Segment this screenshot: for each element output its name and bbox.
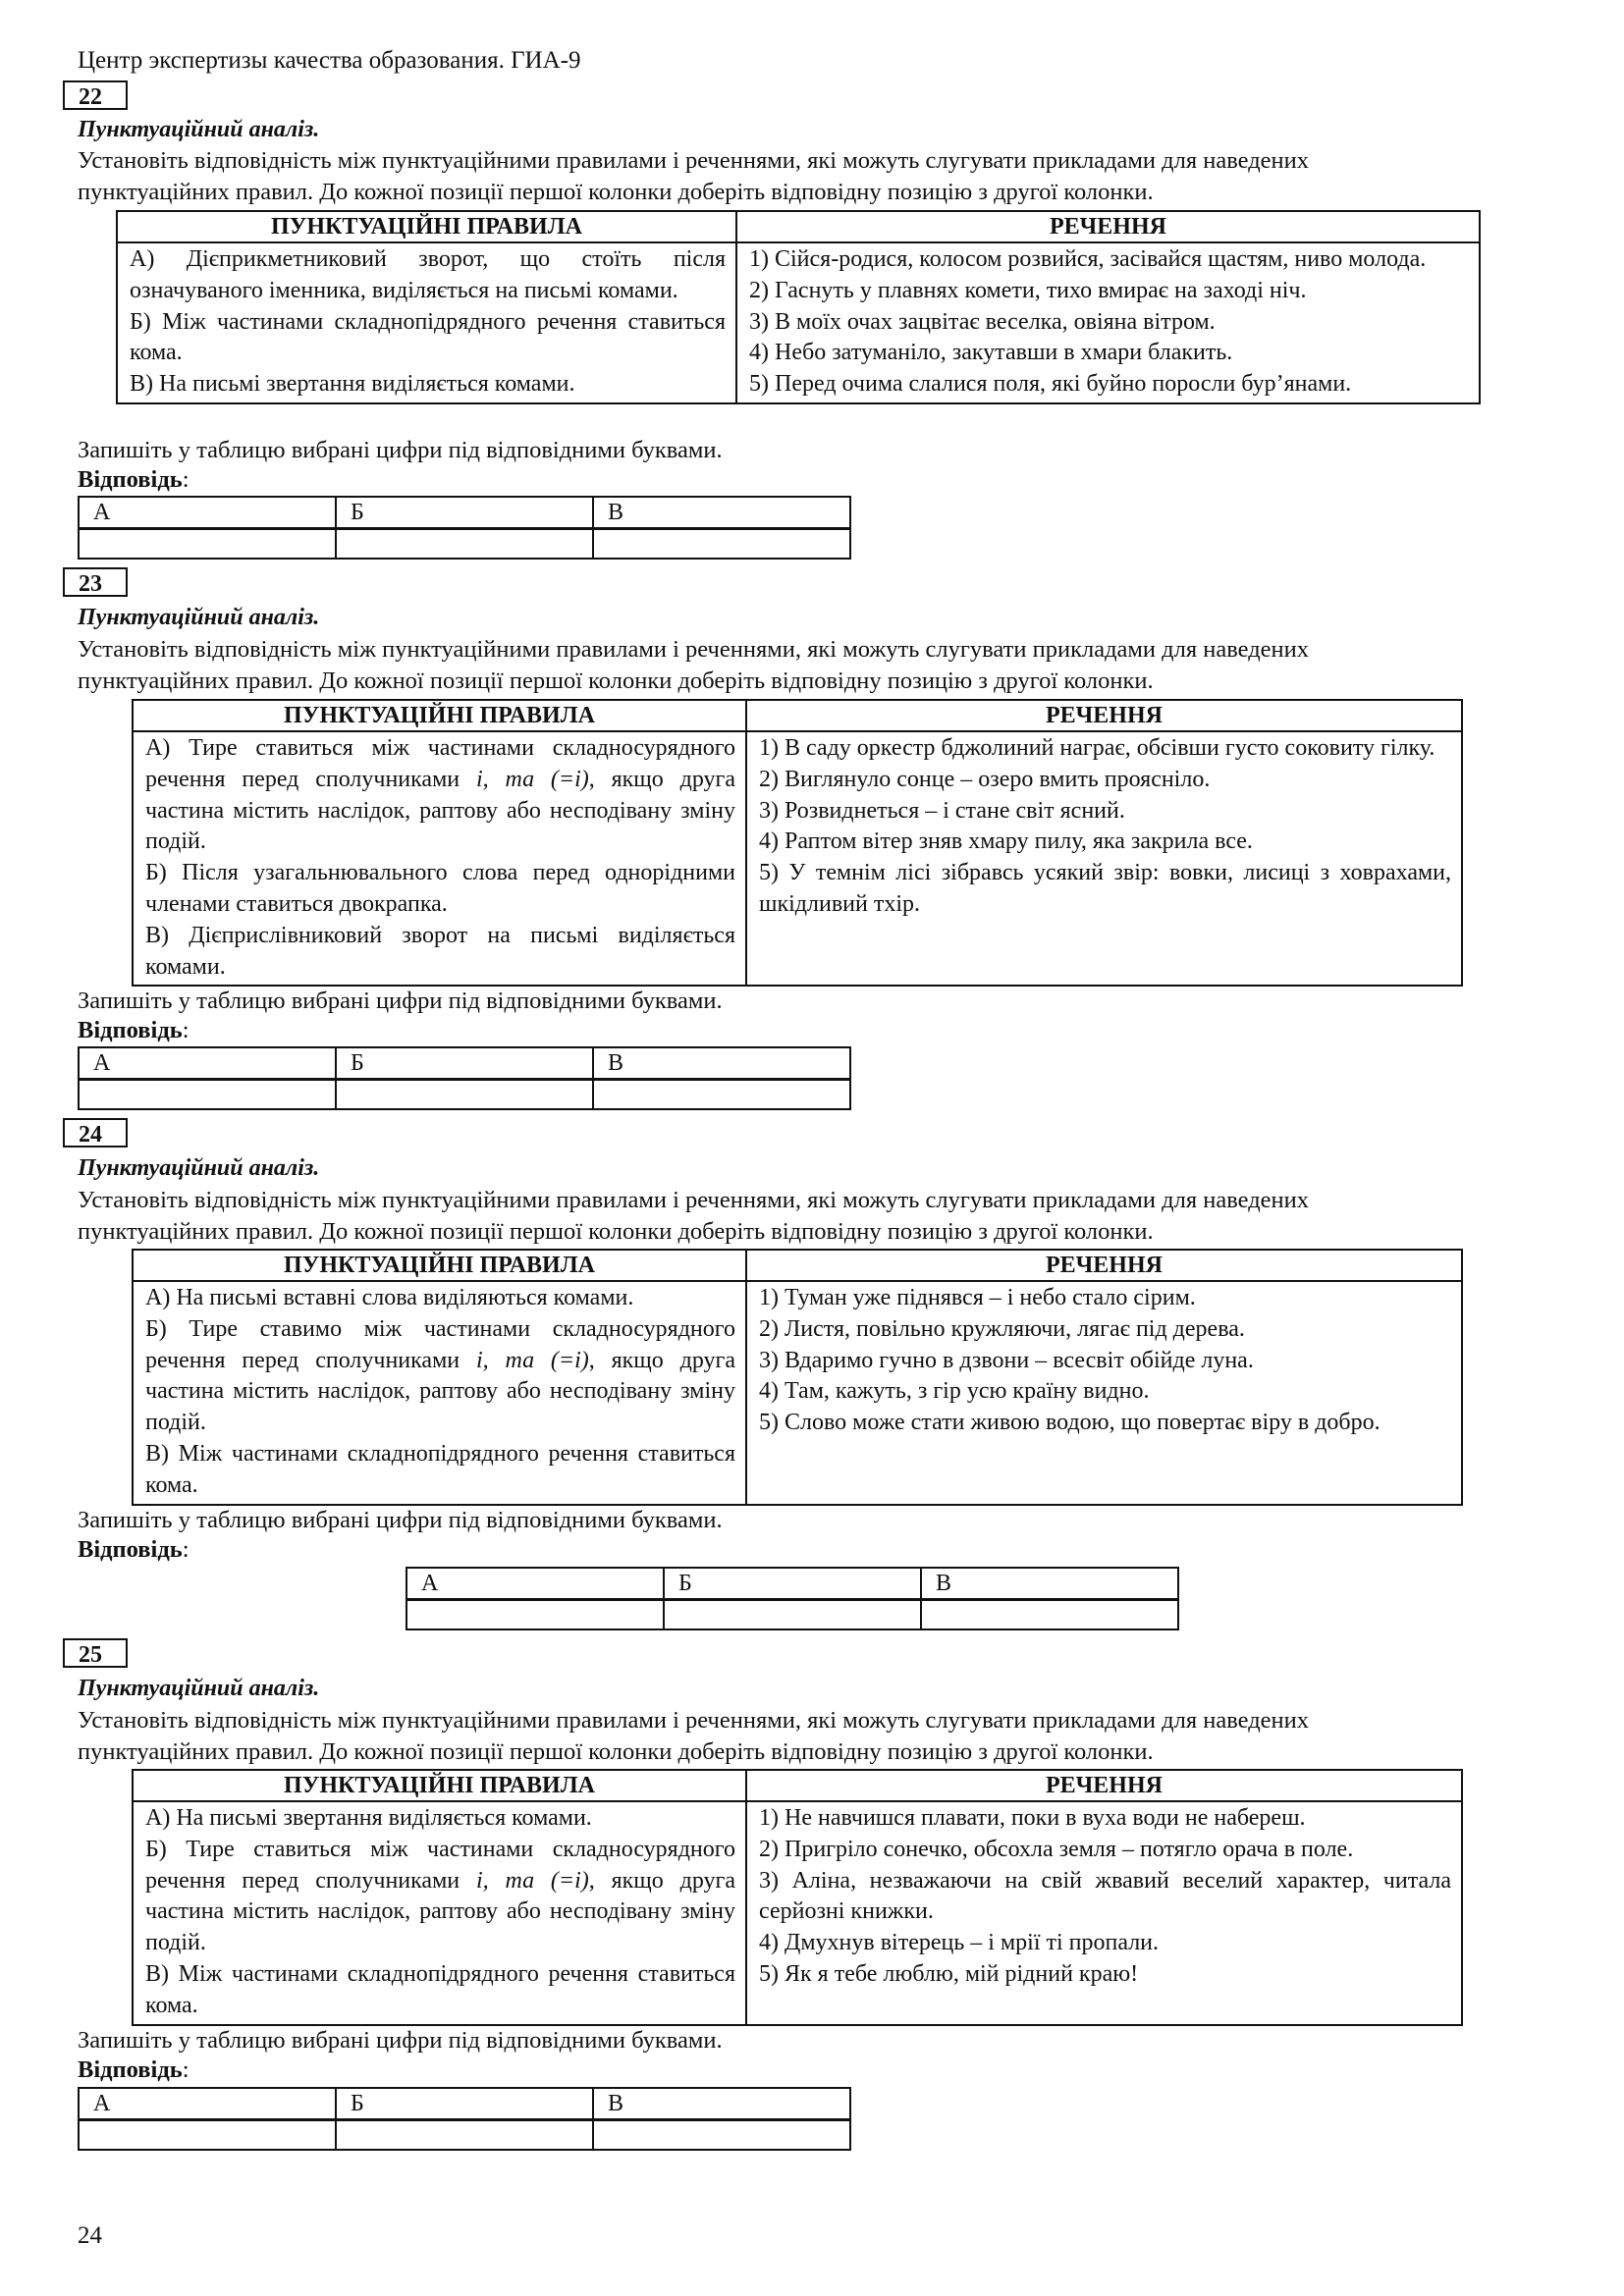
answer-label [78, 1016, 189, 1045]
instruction-line: пунктуаційних правил. До кожної позиції першої колонки доберіть відповідну позицію з другої колонки. [78, 667, 1154, 694]
answer-header-b: Б [664, 1568, 921, 1600]
answer-table [406, 1567, 1179, 1630]
rule-conjunctions: і, та (=і) [475, 766, 589, 792]
sentence-item: 3) Вдаримо гучно в дзвони – всесвіт обійде луна. [759, 1347, 1254, 1373]
matching-table [116, 210, 1481, 404]
rule-item: В) На письмі звертання виділяється комами. [130, 371, 575, 398]
answer-input-v[interactable] [593, 529, 850, 559]
section-title: Пунктуаційний аналіз. [78, 1155, 320, 1181]
task-number-box: 24 [63, 1118, 128, 1148]
column-header-rules: ПУНКТУАЦІЙНІ ПРАВИЛА [133, 700, 746, 731]
sentence-item: 1) Туман уже піднявся – і небо стало сірим. [759, 1285, 1196, 1310]
section-title: Пунктуаційний аналіз. [78, 117, 320, 142]
rule-text: , якщо друга частина містить наслідок, раптову або несподівану зміну подій. [145, 1347, 736, 1436]
sentence-item: 2) Виглянуло сонце – озеро вмить прояснілo. [759, 766, 1211, 792]
rule-item: В) Між частинами складнопідрядного речення ставиться кома. [145, 1960, 735, 2018]
instruction-line: Установіть відповідність між пунктуаційними правилами і реченнями, які можуть слугувати прикладами для наведених [78, 636, 1310, 663]
task-number-box: 25 [63, 1638, 128, 1668]
answer-input-a[interactable] [79, 1080, 336, 1109]
sentence-item: 4) Там, кажуть, з гір усю країну видно. [759, 1378, 1150, 1405]
answer-table [78, 2087, 851, 2151]
column-header-sentences: РЕЧЕННЯ [746, 1770, 1462, 1801]
answer-label-colon: : [182, 2056, 189, 2083]
answer-header-a: А [79, 1047, 336, 1080]
sentence-item: 4) Небо затуманіло, закутавши в хмари блакить. [749, 340, 1233, 366]
instruction-line: Установіть відповідність між пунктуаційними правилами і реченнями, які можуть слугувати прикладами для наведених [78, 147, 1310, 174]
sentence-item: 5) У темнім лісі зібравсь усякий звір: вовки, лисиці з ховрахами, шкідливий тхір. [759, 860, 1451, 917]
answer-label-text: Відповідь [78, 2056, 183, 2083]
answer-header-v: В [593, 2088, 850, 2120]
answer-input-a[interactable] [79, 2120, 336, 2150]
page-number: 24 [78, 2222, 102, 2249]
answer-header-v: В [593, 1047, 850, 1080]
answer-label [78, 2056, 189, 2085]
answer-input-a[interactable] [406, 1600, 664, 1629]
sentence-item: 2) Пригріло сонечко, обсохла земля – потягло орача в поле. [759, 1836, 1354, 1862]
sentences-cell [746, 1801, 1462, 2025]
sentence-item: 4) Раптом вітер зняв хмару пилу, яка закрила все. [759, 828, 1253, 855]
sentence-item: 3) Аліна, незважаючи на свій жвавий веселий характер, читала серйозні книжки. [759, 1867, 1451, 1925]
answer-label-text: Відповідь [78, 1536, 183, 1563]
matching-table [132, 1249, 1463, 1506]
instruction [78, 145, 1521, 207]
rule-item: Б) Між частинами складнопідрядного речення ставиться кома. [130, 308, 726, 366]
rule-text: , якщо друга частина містить наслідок, раптову або несподівану зміну подій. [145, 1867, 736, 1956]
column-header-sentences: РЕЧЕННЯ [736, 211, 1480, 242]
sentence-item: 5) Як я тебе люблю, мій рідний краю! [759, 1960, 1139, 1987]
sentence-item: 3) Розвиднеться – і стане світ ясний. [759, 797, 1125, 824]
rule-text: Б) Тире ставиться між частинами складносурядного речення перед сполучниками [145, 1836, 735, 1894]
rules-cell [133, 731, 746, 986]
answer-header-a: А [79, 497, 336, 529]
rules-cell [117, 242, 736, 403]
answer-header-a: А [79, 2088, 336, 2120]
rule-item: А) На письмі вставні слова виділяються комами. [145, 1285, 634, 1310]
answer-table [78, 496, 851, 560]
sentence-item: 1) Сійся-родися, колосом розвийся, засівайся щастям, ниво молода. [749, 246, 1427, 272]
rule-item: А) На письмі звертання виділяється комами. [145, 1805, 592, 1831]
sentence-item: 5) Слово може стати живою водою, що повертає віру в добро. [759, 1410, 1380, 1436]
section-title: Пунктуаційний аналіз. [78, 605, 320, 630]
column-header-rules: ПУНКТУАЦІЙНІ ПРАВИЛА [133, 1770, 746, 1801]
matching-table [132, 699, 1463, 987]
sentence-item: 3) В моїх очах зацвітає веселка, овіяна вітром. [749, 308, 1216, 335]
rule-text: А) Тире ставиться між частинами складносурядного речення перед сполучниками [145, 735, 735, 792]
sentences-cell [746, 731, 1462, 986]
answer-instruction: Запишіть у таблицю вибрані цифри під відповідними буквами. [78, 1507, 723, 1533]
answer-label-text: Відповідь [78, 1017, 183, 1043]
rule-item [145, 733, 735, 858]
sentences-cell [746, 1281, 1462, 1505]
instruction-line: пунктуаційних правил. До кожної позиції першої колонки доберіть відповідну позицію з другої колонки. [78, 1737, 1154, 1765]
sentence-item: 5) Перед очима слалися поля, які буйно поросли бур’янами. [749, 371, 1352, 398]
answer-input-b[interactable] [336, 1080, 593, 1109]
answer-header-a: А [406, 1568, 664, 1600]
rule-item: В) Між частинами складнопідрядного речення ставиться кома. [145, 1440, 735, 1498]
section-title: Пунктуаційний аналіз. [78, 1676, 320, 1701]
answer-label-text: Відповідь [78, 466, 183, 493]
instruction [78, 1185, 1521, 1247]
rule-text: Б) Тире ставимо між частинами складносурядного речення перед сполучниками [145, 1315, 735, 1373]
matching-table [132, 1769, 1463, 2026]
answer-instruction: Запишіть у таблицю вибрані цифри під відповідними буквами. [78, 988, 723, 1014]
column-header-sentences: РЕЧЕННЯ [746, 700, 1462, 731]
rule-item: Б) Після узагальнювального слова перед однорідними членами ставиться двокрапка. [145, 860, 735, 917]
instruction-line: пунктуаційних правил. До кожної позиції першої колонки доберіть відповідну позицію з другої колонки. [78, 1217, 1154, 1245]
instruction-line: пунктуаційних правил. До кожної позиції першої колонки доберіть відповідну позицію з другої колонки. [78, 178, 1154, 205]
sentence-item: 1) В саду оркестр бджолиний награє, обсівши густо соковиту гілку. [759, 735, 1435, 761]
answer-header-b: Б [336, 1047, 593, 1080]
rule-item [145, 1835, 735, 1959]
rule-conjunctions: і, та (=і) [475, 1347, 589, 1373]
answer-label-colon: : [182, 466, 189, 493]
answer-input-b[interactable] [336, 529, 593, 559]
page-header: Центр экспертизы качества образования. ГИА-9 [78, 47, 581, 74]
rules-cell [133, 1801, 746, 2025]
sentence-item: 2) Гаснуть у плавнях комети, тихо вмирає на заході ніч. [749, 277, 1307, 303]
sentence-item: 4) Дмухнув вітерець – і мрії ті пропали. [759, 1930, 1160, 1956]
answer-header-v: В [921, 1568, 1178, 1600]
answer-label [78, 465, 189, 495]
rule-text: , якщо друга частина містить наслідок, раптову або несподівану зміну подій. [145, 766, 736, 855]
sentence-item: 2) Листя, повільно кружляючи, лягає під дерева. [759, 1315, 1245, 1342]
column-header-rules: ПУНКТУАЦІЙНІ ПРАВИЛА [117, 211, 736, 242]
answer-table [78, 1046, 851, 1110]
answer-header-v: В [593, 497, 850, 529]
rule-conjunctions: і, та (=і) [475, 1867, 589, 1894]
answer-instruction: Запишіть у таблицю вибрані цифри під відповідними буквами. [78, 437, 723, 463]
column-header-sentences: РЕЧЕННЯ [746, 1250, 1462, 1281]
task-number-box: 22 [63, 80, 128, 110]
task-number-box: 23 [63, 567, 128, 597]
answer-label-colon: : [182, 1017, 189, 1043]
answer-input-v[interactable] [593, 2120, 850, 2150]
sentences-cell [736, 242, 1480, 403]
instruction-line: Установіть відповідність між пунктуаційними правилами і реченнями, які можуть слугувати прикладами для наведених [78, 1187, 1310, 1213]
answer-input-b[interactable] [336, 2120, 593, 2150]
rules-cell [133, 1281, 746, 1505]
answer-label-colon: : [182, 1536, 189, 1563]
instruction [78, 1705, 1521, 1767]
instruction [78, 634, 1521, 696]
sentence-item: 1) Не навчишся плавати, поки в вуха води не набереш. [759, 1805, 1306, 1831]
answer-header-b: Б [336, 2088, 593, 2120]
answer-input-b[interactable] [664, 1600, 921, 1629]
answer-instruction: Запишіть у таблицю вибрані цифри під відповідними буквами. [78, 2027, 723, 2054]
answer-input-a[interactable] [79, 529, 336, 559]
rule-item [145, 1314, 735, 1439]
answer-header-b: Б [336, 497, 593, 529]
column-header-rules: ПУНКТУАЦІЙНІ ПРАВИЛА [133, 1250, 746, 1281]
rule-item: В) Дієприслівниковий зворот на письмі виділяється комами. [145, 922, 735, 980]
answer-label [78, 1535, 189, 1565]
rule-item: А) Дієприкметниковий зворот, що стоїть після означуваного іменника, виділяється на письмі комами. [130, 246, 726, 303]
answer-input-v[interactable] [593, 1080, 850, 1109]
instruction-line: Установіть відповідність між пунктуаційними правилами і реченнями, які можуть слугувати прикладами для наведених [78, 1707, 1310, 1734]
answer-input-v[interactable] [921, 1600, 1178, 1629]
